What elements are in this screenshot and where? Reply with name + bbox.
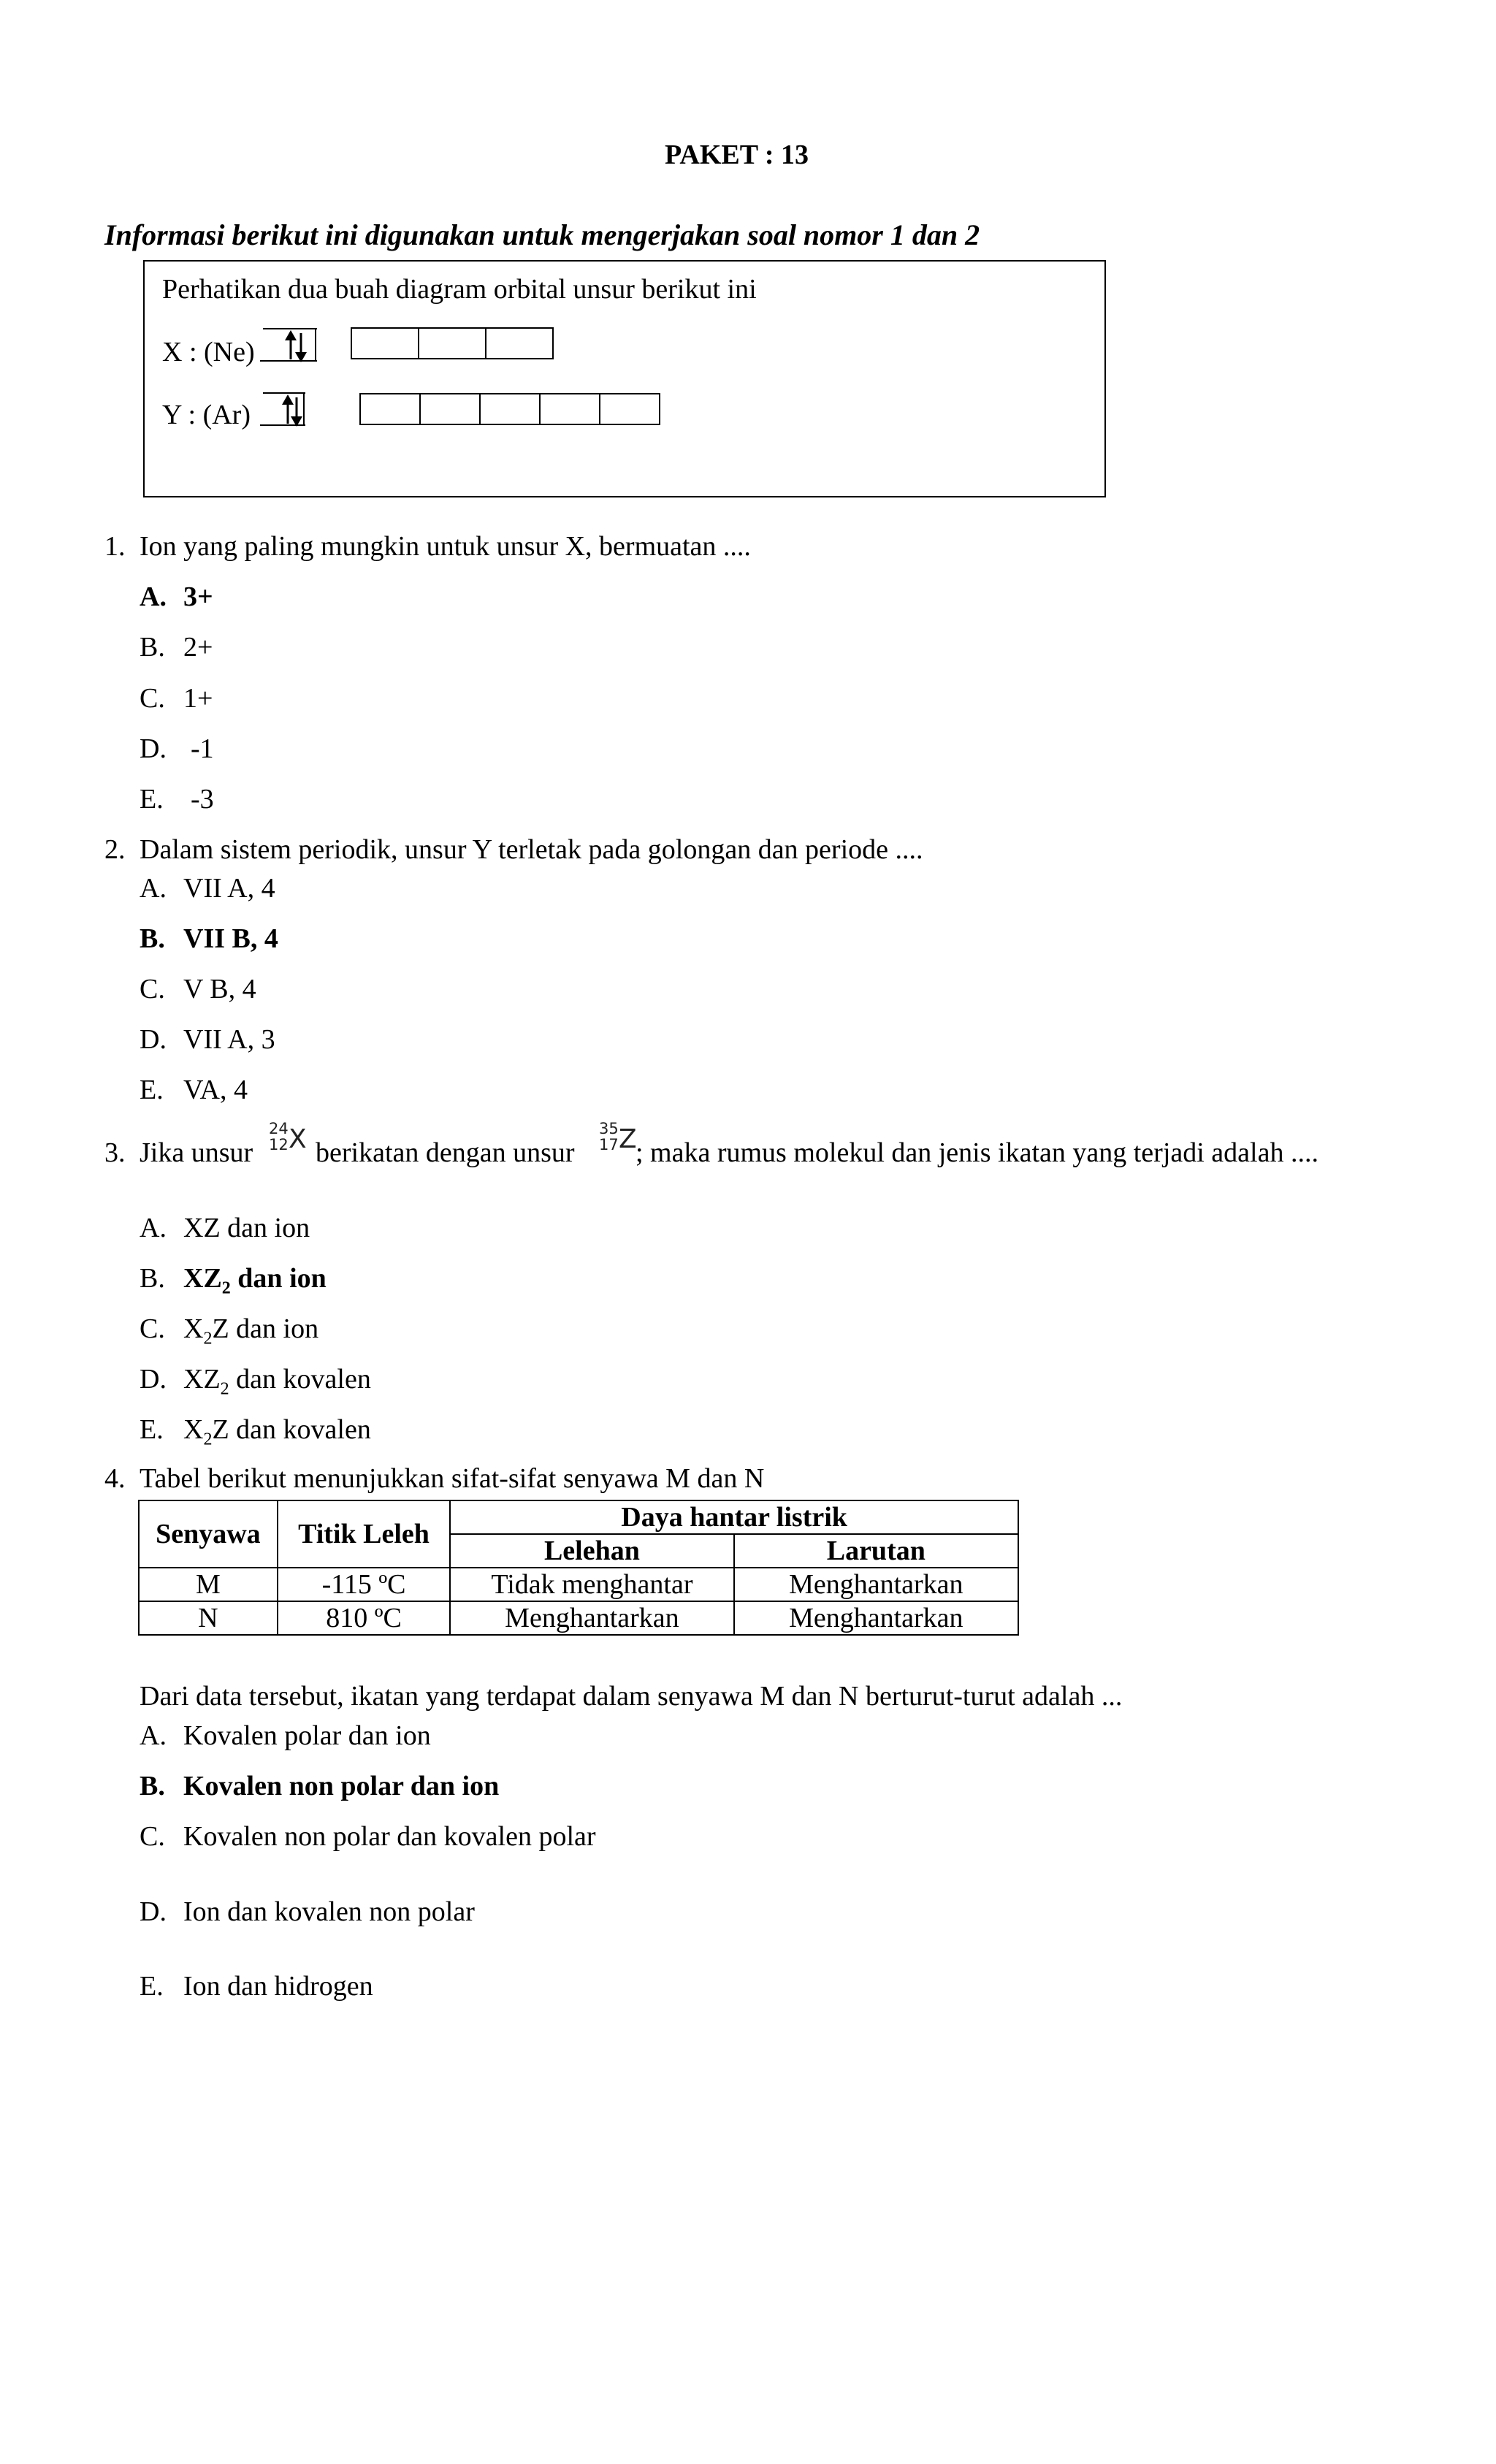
- cell-titik: -115 ºC: [278, 1568, 450, 1601]
- cell-larutan: Menghantarkan: [734, 1601, 1018, 1635]
- table-row: [139, 1568, 1018, 1601]
- q1-option-e[interactable]: [140, 783, 214, 815]
- q3-option-c[interactable]: [140, 1313, 318, 1349]
- y-orbital-boxes: [361, 393, 660, 425]
- option-text: 1+: [183, 683, 213, 714]
- y-s-orbital-pair: [260, 390, 317, 428]
- option-letter: C.: [140, 1821, 165, 1852]
- q1-option-d[interactable]: [140, 733, 214, 765]
- option-letter: A.: [140, 873, 167, 904]
- y-orbital-box: [359, 393, 421, 425]
- question-2: [104, 834, 923, 866]
- isotope-z-mass: 35: [599, 1120, 619, 1137]
- option-formula: XZ: [183, 1263, 222, 1294]
- option-text: dan ion: [220, 1213, 310, 1243]
- question-text: Ion yang paling mungkin untuk unsur X, bermuatan ....: [140, 531, 751, 562]
- isotope-z-atomic: 17: [599, 1136, 619, 1153]
- x-orbital-box: [351, 327, 419, 359]
- option-subscript: 2: [203, 1329, 213, 1349]
- header-daya-hantar: Daya hantar listrik: [450, 1500, 1018, 1534]
- cell-titik: 810 ºC: [278, 1601, 450, 1635]
- option-letter: E.: [140, 1971, 164, 2002]
- question-3-text-c: ; maka rumus molekul dan jenis ikatan yang terjadi adalah ....: [636, 1137, 1318, 1168]
- header-senyawa: Senyawa: [139, 1500, 278, 1568]
- header-larutan: Larutan: [734, 1534, 1018, 1568]
- q4-option-c[interactable]: [140, 1820, 596, 1853]
- box-instruction: Perhatikan dua buah diagram orbital unsur berikut ini: [162, 274, 757, 305]
- q1-option-c[interactable]: [140, 682, 213, 714]
- q4-option-b[interactable]: [140, 1770, 499, 1802]
- q3-option-b[interactable]: [140, 1262, 327, 1299]
- isotope-z-symbol: Z: [619, 1124, 637, 1154]
- cell-senyawa: N: [139, 1601, 278, 1635]
- x-orbital-box: [485, 327, 554, 359]
- question-number: 2.: [104, 834, 126, 865]
- option-letter: E.: [140, 784, 164, 815]
- cell-senyawa: M: [139, 1568, 278, 1601]
- option-letter: B.: [140, 1263, 165, 1294]
- isotope-x-symbol: X: [289, 1124, 307, 1154]
- y-label: Y : (Ar): [162, 400, 251, 430]
- question-number: 4.: [104, 1463, 126, 1494]
- option-letter: A.: [140, 581, 167, 612]
- option-letter: C.: [140, 1313, 165, 1344]
- x-s-orbital-pair: [260, 326, 317, 364]
- option-formula: XZ: [183, 1213, 221, 1243]
- question-4: [104, 1462, 764, 1495]
- option-text: V B, 4: [183, 974, 256, 1004]
- option-subscript: 2: [221, 1278, 231, 1298]
- isotope-x: [267, 1121, 311, 1162]
- question-number: 1.: [104, 531, 126, 562]
- option-text: dan ion: [230, 1263, 327, 1294]
- option-letter: E.: [140, 1414, 164, 1445]
- q3-option-a[interactable]: [140, 1212, 310, 1248]
- option-letter: A.: [140, 1720, 167, 1751]
- y-orbital-box: [599, 393, 660, 425]
- option-text: Ion dan kovalen non polar: [183, 1896, 475, 1927]
- q4-option-e[interactable]: [140, 1970, 373, 2002]
- header-lelehan: Lelehan: [450, 1534, 733, 1568]
- option-subscript: 2: [220, 1379, 229, 1399]
- option-letter: D.: [140, 1364, 167, 1395]
- question-text: Dalam sistem periodik, unsur Y terletak pada golongan dan periode ....: [140, 834, 923, 865]
- option-text: -1: [191, 733, 214, 764]
- q2-option-c[interactable]: [140, 973, 256, 1005]
- question-3-text-a: Jika unsur: [140, 1137, 253, 1168]
- option-letter: C.: [140, 974, 165, 1004]
- cell-lelehan: Menghantarkan: [450, 1601, 733, 1635]
- q2-option-b[interactable]: [140, 923, 278, 955]
- question-4-followup: Dari data tersebut, ikatan yang terdapat dalam senyawa M dan N berturut-turut adalah ...: [140, 1681, 1123, 1712]
- option-text: -3: [191, 784, 214, 815]
- option-formula: X: [183, 1414, 204, 1445]
- option-letter: B.: [140, 1771, 165, 1801]
- q3-option-e[interactable]: [140, 1414, 371, 1450]
- option-text: Kovalen non polar dan kovalen polar: [183, 1821, 596, 1852]
- isotope-z: [598, 1121, 641, 1162]
- option-text: 2+: [183, 632, 213, 663]
- cell-larutan: Menghantarkan: [734, 1568, 1018, 1601]
- option-text: dan kovalen: [229, 1364, 371, 1395]
- option-letter: E.: [140, 1075, 164, 1105]
- question-3-text-b: berikatan dengan unsur: [316, 1137, 575, 1168]
- question-text: Tabel berikut menunjukkan sifat-sifat senyawa M dan N: [140, 1463, 765, 1494]
- q2-option-a[interactable]: [140, 872, 275, 904]
- properties-table: [138, 1500, 1019, 1636]
- table-row: [139, 1601, 1018, 1635]
- page-title: PAKET : 13: [665, 140, 809, 170]
- isotope-x-atomic: 12: [269, 1136, 289, 1153]
- option-text: 3+: [183, 581, 213, 612]
- question-1: [104, 530, 751, 562]
- cell-lelehan: Tidak menghantar: [450, 1568, 733, 1601]
- option-text: VA, 4: [183, 1075, 248, 1105]
- x-orbital-box: [418, 327, 486, 359]
- q1-option-a[interactable]: [140, 581, 213, 613]
- isotope-x-mass: 24: [269, 1120, 289, 1137]
- option-letter: A.: [140, 1213, 167, 1243]
- header-titik-leleh: Titik Leleh: [278, 1500, 450, 1568]
- info-text: Informasi berikut ini digunakan untuk mengerjakan soal nomor 1 dan 2: [104, 218, 980, 251]
- q1-option-b[interactable]: [140, 631, 213, 663]
- option-letter: C.: [140, 683, 165, 714]
- y-orbital-box: [419, 393, 481, 425]
- option-letter: D.: [140, 733, 167, 764]
- q4-option-a[interactable]: [140, 1720, 431, 1752]
- option-letter: D.: [140, 1024, 167, 1055]
- q3-option-d[interactable]: [140, 1363, 371, 1400]
- option-letter: D.: [140, 1896, 167, 1927]
- x-label: X : (Ne): [162, 337, 255, 367]
- option-text: Kovalen non polar dan ion: [183, 1771, 500, 1801]
- option-text: Z dan kovalen: [212, 1414, 371, 1445]
- y-orbital-box: [539, 393, 600, 425]
- y-orbital-box: [479, 393, 541, 425]
- option-formula: X: [183, 1313, 204, 1344]
- option-letter: B.: [140, 632, 165, 663]
- option-subscript: 2: [203, 1430, 213, 1449]
- q2-option-d[interactable]: [140, 1023, 275, 1056]
- option-text: VII B, 4: [183, 923, 278, 954]
- option-text: VII A, 4: [183, 873, 275, 904]
- q4-option-d[interactable]: [140, 1896, 475, 1928]
- option-letter: B.: [140, 923, 165, 954]
- option-text: Ion dan hidrogen: [183, 1971, 373, 2002]
- q2-option-e[interactable]: [140, 1074, 248, 1106]
- x-orbital-boxes: [352, 327, 554, 359]
- option-text: Z dan ion: [212, 1313, 319, 1344]
- option-formula: XZ: [183, 1364, 221, 1395]
- question-3-number: 3.: [104, 1137, 126, 1168]
- option-text: Kovalen polar dan ion: [183, 1720, 431, 1751]
- option-text: VII A, 3: [183, 1024, 275, 1055]
